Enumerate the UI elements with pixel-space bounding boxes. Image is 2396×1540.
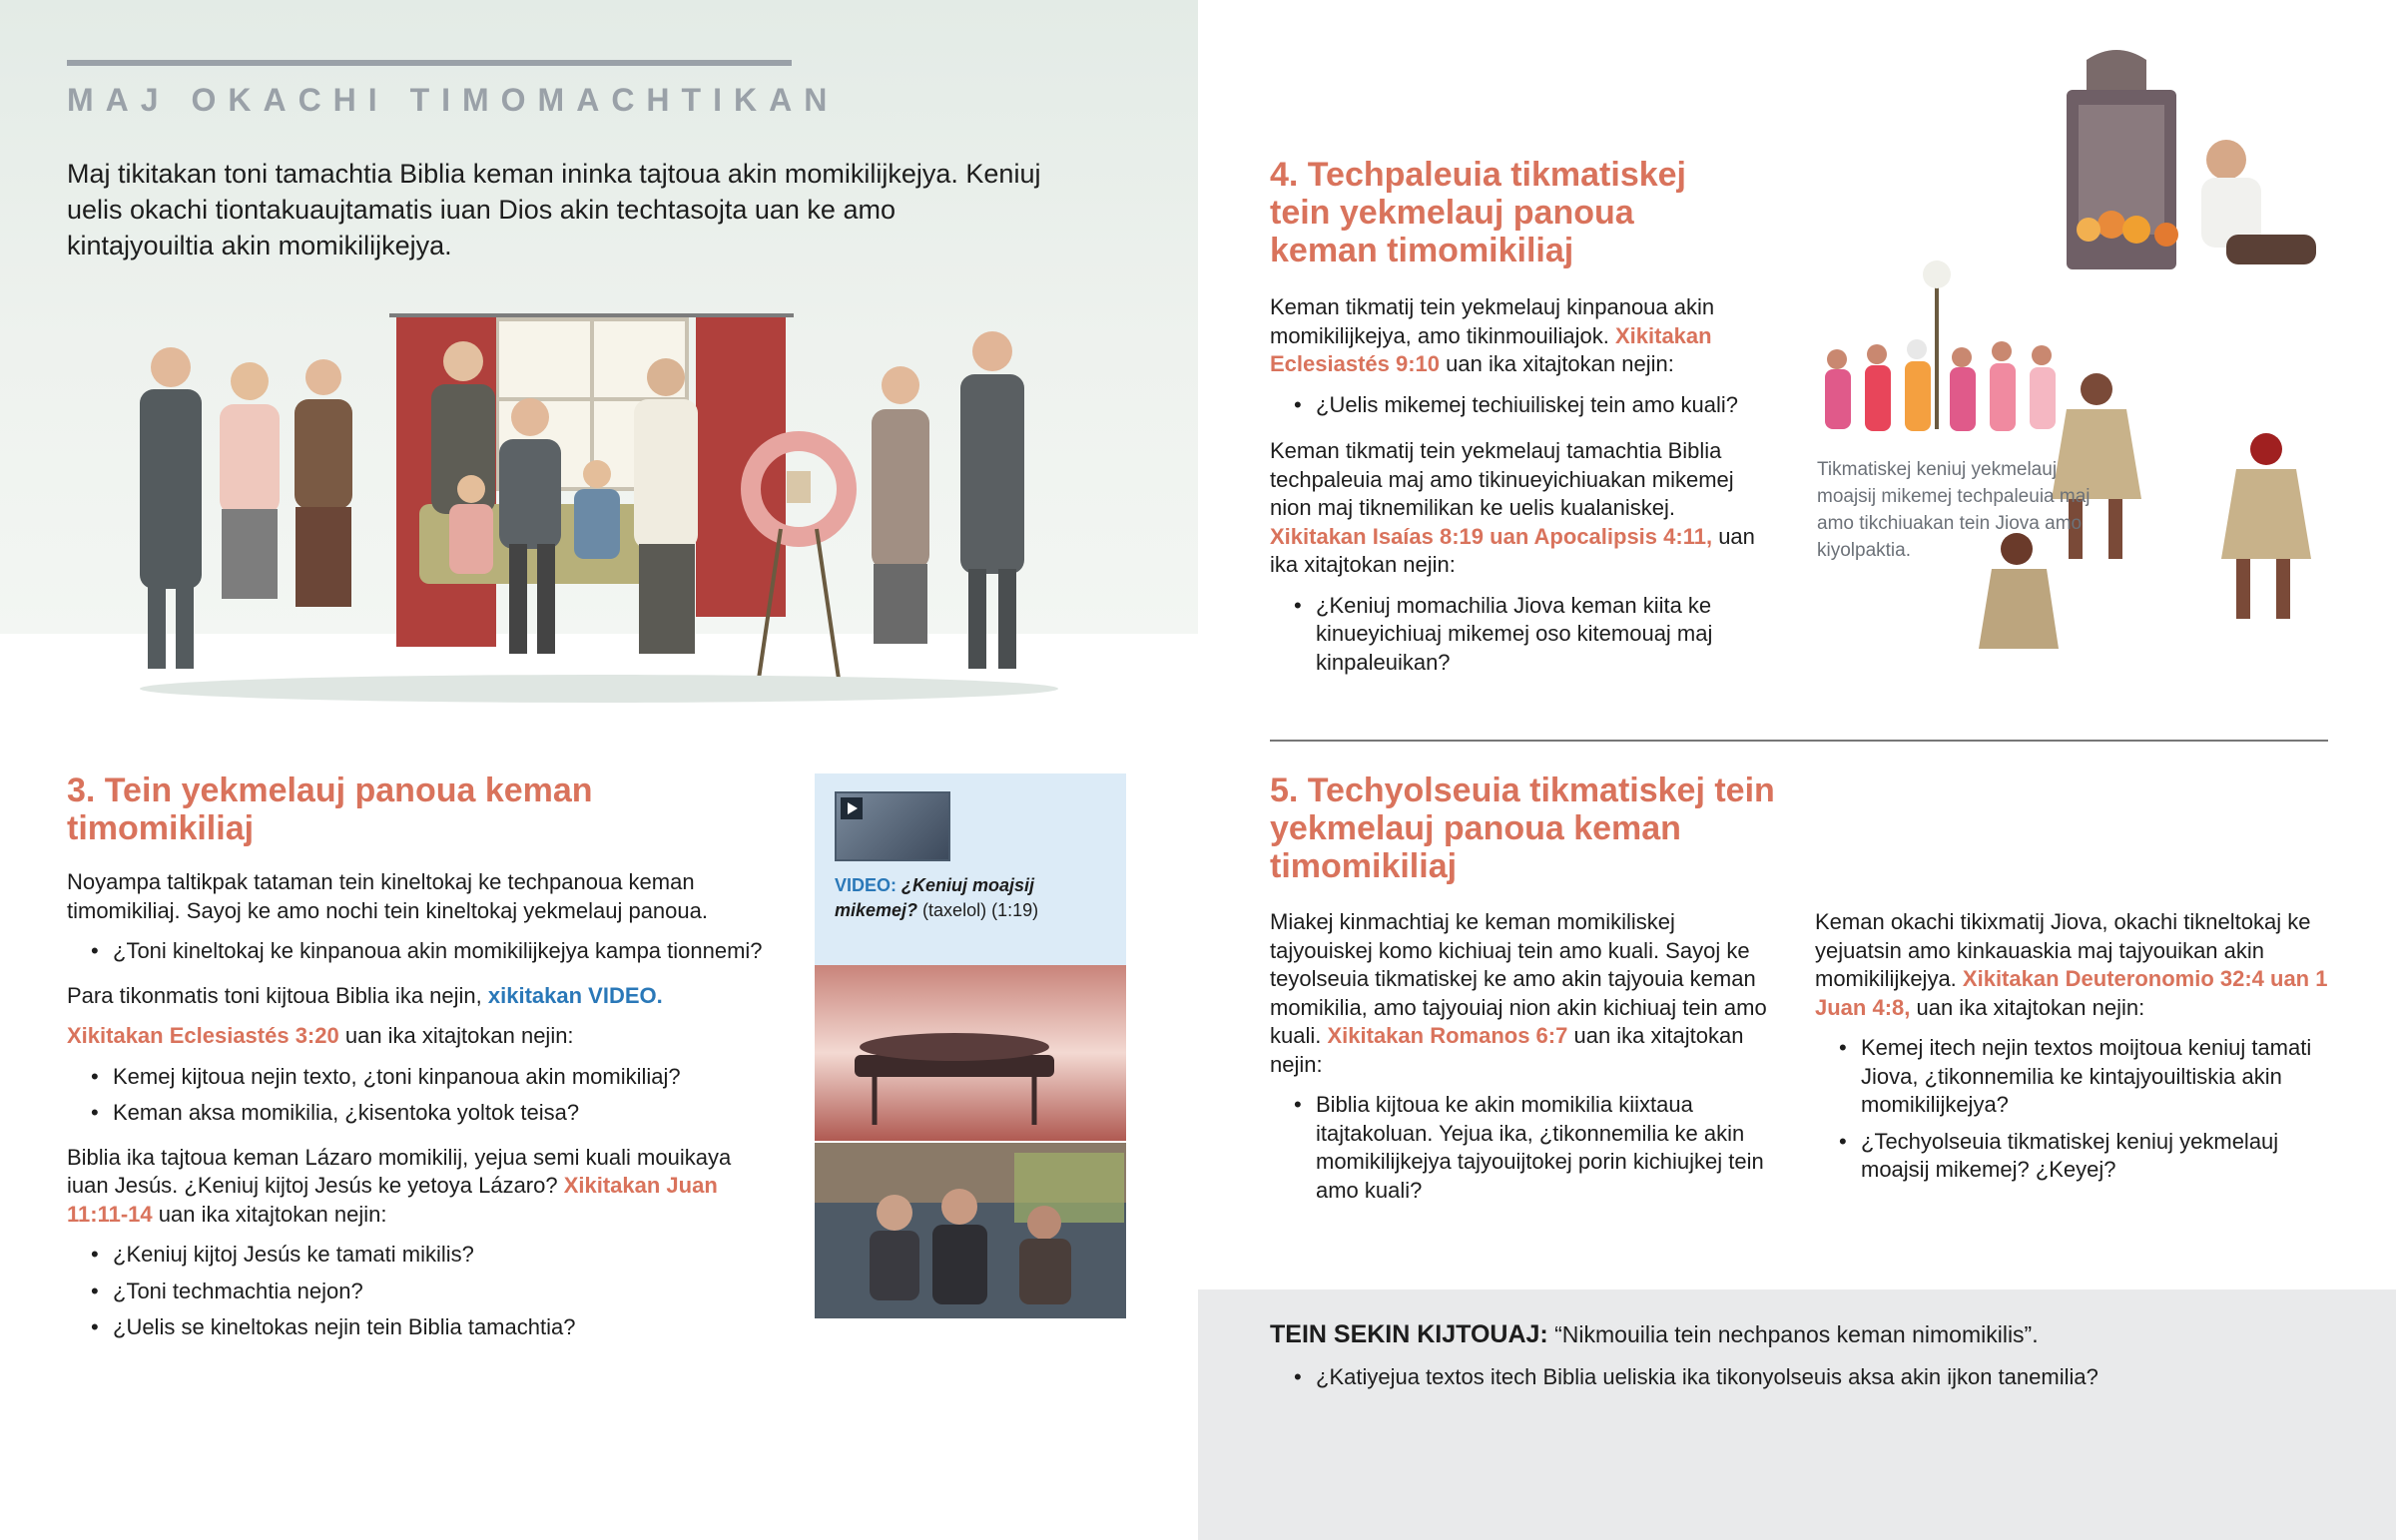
- illustration-caption: Tikmatiskej keniuj yekmelauj moajsij mikemej techpaleuia maj amo tikchiuakan tein Jiova amo kiyolpaktia.: [1817, 459, 2091, 561]
- paragraph-text: Keman tikmatij tein yekmelauj kinpanoua akin momikilijkejya, amo tikinmouiliajok.: [1270, 294, 1715, 348]
- section-3-paragraph: [67, 1144, 766, 1230]
- question-item: • ¿Techyolseuia tikmatiskej keniuj yekmelauj moajsij mikemej? ¿Keyej?: [1815, 1128, 2334, 1185]
- section-3-paragraph: [67, 982, 766, 1011]
- section-3-body: [67, 868, 766, 1358]
- question-list: [1270, 1363, 2368, 1400]
- question-list: [1270, 391, 1769, 420]
- section-4-title: 4. Techpaleuia tikmatiskej tein yekmelauj panoua keman timomikiliaj: [1270, 156, 1686, 269]
- video-link[interactable]: xikitakan VIDEO.: [487, 982, 663, 1008]
- scripture-reference[interactable]: Xikitakan Romanos 6:7: [1327, 1023, 1568, 1048]
- question-list: [1270, 1091, 1769, 1205]
- paragraph-text: uan ika xitajtokan nejin:: [1270, 523, 1755, 577]
- question-item: • Kemej itech nejin textos moijtoua keniuj tamati Jiova, ¿tikonnemilia ke kintajyouiltiskia akin momikilijkejya?: [1815, 1034, 2334, 1120]
- intro-text: Maj tikitakan toni tamachtia Biblia keman ininka tajtoua akin momikilijkejya. Keniuj uelis okachi tiontakuaujtamatis iuan Dios akin techtasojta uan ke amo kintajyouiltia akin momikilijkejya.: [67, 159, 1041, 260]
- section-5-column-2: [1815, 908, 2334, 1193]
- section-divider: [1270, 740, 2328, 742]
- section-4-body: [1270, 293, 1769, 695]
- section-3-paragraph: [67, 1022, 766, 1051]
- hospital-bed-photo: [815, 965, 1126, 1141]
- scripture-reference[interactable]: Xikitakan Eclesiastés 9:10: [1270, 322, 1712, 376]
- paragraph-text: uan ika xitajtokan nejin:: [1270, 1023, 1744, 1077]
- section-5-column-1: [1270, 908, 1769, 1213]
- question-item: • ¿Keniuj momachilia Jiova keman kiita ke kinueyichiuaj mikemej oso kitemouaj maj kinpaleuikan?: [1270, 592, 1769, 678]
- question-item: • Kemej kijtoua nejin texto, ¿toni kinpanoua akin momikiliaj?: [67, 1063, 766, 1092]
- question-list: [1270, 592, 1769, 678]
- paragraph-text: uan ika xitajtokan nejin:: [152, 1201, 387, 1227]
- section-4-paragraph: [1270, 293, 1769, 379]
- scripture-reference[interactable]: Xikitakan Isaías 8:19 uan Apocalipsis 4:11,: [1270, 523, 1713, 549]
- question-item: • Keman aksa momikilia, ¿kisentoka yoltok teisa?: [67, 1099, 766, 1128]
- video-label: [835, 873, 1114, 923]
- some-people-say-heading: [1270, 1319, 2368, 1349]
- question-item: • ¿Uelis se kineltokas nejin tein Biblia tamachtia?: [67, 1313, 766, 1342]
- question-list: [1815, 1034, 2334, 1185]
- paragraph-text: Keman tikmatij tein yekmelauj tamachtia Biblia techpaleuia maj amo tikinueyichiuakan mikemej nion maj tiknemilikan ke uelis kualaniskej.: [1270, 438, 1734, 520]
- paragraph-text: uan ika xitajtokan nejin:: [338, 1023, 574, 1048]
- question-item: • ¿Keniuj kijtoj Jesús ke tamati mikilis?: [67, 1241, 766, 1270]
- funeral-scene-illustration: [120, 289, 1078, 709]
- question-list: [67, 1241, 766, 1342]
- question-list: [67, 937, 766, 966]
- box-label: TEIN SEKIN KIJTOUAJ:: [1270, 1320, 1548, 1348]
- video-thumbnail[interactable]: [835, 791, 950, 861]
- paragraph-text: uan ika xitajtokan nejin:: [1910, 994, 2145, 1020]
- video-meta: (taxelol) (1:19): [917, 900, 1039, 920]
- paragraph-text: uan ika xitajtokan nejin:: [1440, 351, 1674, 376]
- section-4-paragraph: [1270, 437, 1769, 580]
- question-item: • ¿Uelis mikemej techiuiliskej tein amo kuali?: [1270, 391, 1769, 420]
- header-rule: [67, 60, 792, 66]
- video-title: ¿Keniuj moajsij mikemej?: [835, 875, 1035, 920]
- section-3-title: 3. Tein yekmelauj panoua keman timomikiliaj: [67, 771, 593, 847]
- paragraph-text: Para tikonmatis toni kijtoua Biblia ika nejin,: [67, 982, 488, 1008]
- question-item: • ¿Toni techmachtia nejon?: [67, 1278, 766, 1306]
- section-5-title: 5. Techyolseuia tikmatiskej tein yekmelauj panoua keman timomikiliaj: [1270, 771, 1775, 885]
- video-tag: VIDEO:: [835, 875, 898, 895]
- scripture-reference[interactable]: Xikitakan Eclesiastés 3:20: [67, 1023, 339, 1048]
- scripture-reference[interactable]: Xikitakan Deuteronomio 32:4 uan 1 Juan 4:8,: [1815, 966, 2328, 1020]
- right-page: [1198, 0, 2396, 1540]
- scripture-reference[interactable]: Xikitakan Juan 11:11-14: [67, 1173, 718, 1227]
- video-box[interactable]: [815, 773, 1126, 965]
- question-list: [67, 1063, 766, 1128]
- paragraph-text: Keman okachi tikixmatij Jiova, okachi tikneltokaj ke yejuatsin amo kinkauaskia maj tajyouikan akin momikilijkejya.: [1815, 909, 2311, 991]
- grieving-people-photo: [815, 1143, 1126, 1318]
- play-icon[interactable]: [841, 797, 863, 819]
- section-5-paragraph: [1815, 908, 2334, 1022]
- question-item: • Biblia kijtoua ke akin momikilia kiixtaua itajtakoluan. Yejua ika, ¿tikonnemilia ke akin momikilijkejya tajyouijtokej porin kichiujkej tein amo kuali?: [1270, 1091, 1769, 1205]
- question-item: • ¿Katiyejua textos itech Biblia ueliskia ika tikonyolseuis aksa akin ijkon tanemilia?: [1270, 1363, 2368, 1392]
- paragraph-text: Biblia ika tajtoua keman Lázaro momikilij, yejua semi kuali mouikaya iuan Jesús. ¿Keniuj kijtoj Jesús ke yetoya Lázaro?: [67, 1144, 732, 1198]
- section-3-paragraph: Noyampa taltikpak tataman tein kineltokaj ke techpanoua keman timomikiliaj. Sayoj ke amo nochi tein kineltokaj yekmelauj panoua.: [67, 869, 708, 923]
- section-5-paragraph: [1270, 908, 1769, 1079]
- paragraph-text: Miakej kinmachtiaj ke keman momikiliskej tajyouiskej komo kichiuaj tein amo kuali. Sayoj ke teyolseuia tikmatiskej ke amo akin tajyouia keman momikilia, amo tajyouiaj nion akin kichiuaj tein amo kuali.: [1270, 909, 1767, 1048]
- section-kicker: MAJ OKACHI TIMOMACHTIKAN: [67, 82, 840, 118]
- ancestor-worship-illustration: [1797, 30, 2396, 689]
- question-item: • ¿Toni kineltokaj ke kinpanoua akin momikilijkejya kampa tionnemi?: [67, 937, 766, 966]
- box-quote: “Nikmouilia tein nechpanos keman nimomikilis”.: [1547, 1321, 2039, 1347]
